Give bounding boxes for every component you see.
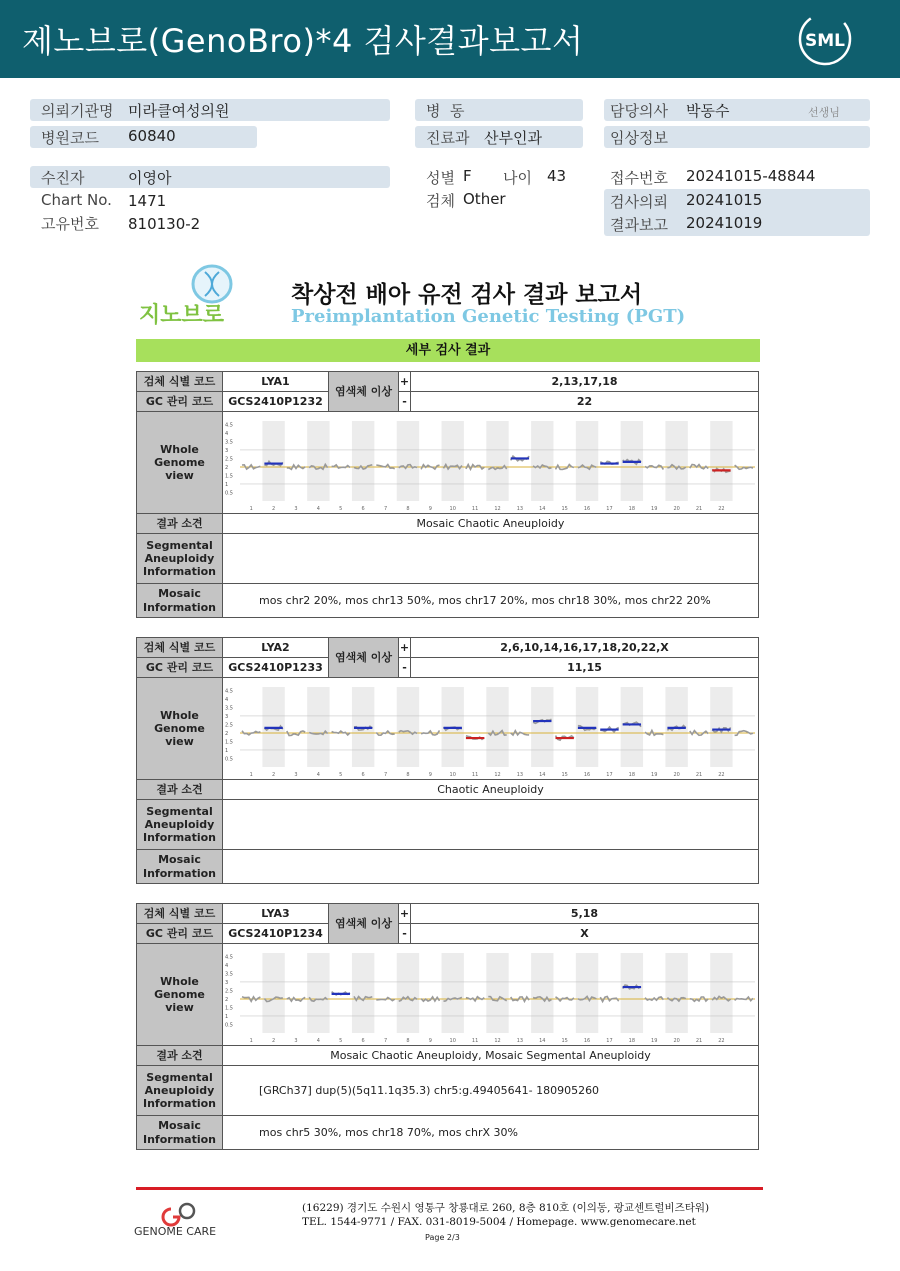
sample-id-value: LYA1 xyxy=(223,372,329,392)
whole-genome-cell xyxy=(223,412,759,514)
x-tick-label: 12 xyxy=(494,1037,501,1044)
y-tick-label: 0.5 xyxy=(225,1021,233,1028)
whole-genome-cell xyxy=(223,678,759,780)
x-tick-label: 5 xyxy=(339,505,343,512)
x-tick-label: 9 xyxy=(428,505,432,512)
y-tick-label: 1.5 xyxy=(225,738,233,745)
copy-number-trace-chrX xyxy=(735,465,753,469)
x-tick-label: 22 xyxy=(718,505,725,512)
y-tick-label: 4.5 xyxy=(225,421,233,428)
x-tick-label: 4 xyxy=(316,505,320,512)
institution-value: 미라클여성의원 xyxy=(128,102,230,120)
mosaic-value: mos chr2 20%, mos chr13 50%, mos chr17 20%, mos chr18 30%, mos chr22 20% xyxy=(223,584,759,618)
whole-genome-label: Whole Genome view xyxy=(137,678,223,780)
y-tick-label: 1 xyxy=(225,1013,229,1020)
gc-code-label: GC 관리 코드 xyxy=(137,658,223,678)
chart-no-value: 1471 xyxy=(128,192,167,210)
x-tick-label: 20 xyxy=(673,505,680,512)
x-tick-label: 11 xyxy=(471,771,479,778)
doctor-value: 박동수 xyxy=(686,102,730,120)
sample-id-value: LYA3 xyxy=(223,904,329,924)
gain-sign: + xyxy=(399,638,411,658)
copy-number-trace-chrX xyxy=(735,997,753,1001)
x-tick-label: 8 xyxy=(406,505,410,512)
chromosome-band xyxy=(486,953,508,1033)
hospital-code-value: 60840 xyxy=(128,127,176,145)
report-main-title: 착상전 배아 유전 검사 결과 보고서 xyxy=(291,282,643,308)
x-tick-label: 9 xyxy=(428,771,432,778)
y-tick-label: 3 xyxy=(225,713,229,720)
x-tick-label: 19 xyxy=(651,771,658,778)
x-tick-label: 21 xyxy=(695,771,703,778)
x-tick-label: 4 xyxy=(316,1037,320,1044)
chart-no-label: Chart No. xyxy=(41,191,112,209)
gain-sign: + xyxy=(399,372,411,392)
institution-label: 의뢰기관명 xyxy=(41,102,114,120)
findings-value: Chaotic Aneuploidy xyxy=(223,780,759,800)
footer-address-block xyxy=(302,1201,709,1229)
chromosome-band xyxy=(531,953,553,1033)
x-tick-label: 2 xyxy=(271,771,276,778)
y-tick-label: 3 xyxy=(225,979,229,986)
genome-care-logo-icon xyxy=(133,1197,228,1239)
unique-no-label: 고유번호 xyxy=(41,215,99,233)
department-label: 진료과 xyxy=(426,129,470,147)
x-tick-label: 13 xyxy=(516,771,524,778)
x-tick-label: 7 xyxy=(383,771,388,778)
x-tick-label: 5 xyxy=(339,1037,343,1044)
chromosome-band xyxy=(262,953,284,1033)
x-tick-label: 3 xyxy=(294,505,298,512)
genobro-logo-icon xyxy=(137,262,247,330)
x-tick-label: 12 xyxy=(494,771,501,778)
x-tick-label: 14 xyxy=(539,505,546,512)
chromosome-band xyxy=(621,953,643,1033)
findings-label: 결과 소견 xyxy=(137,514,223,534)
report-title: 제노브로(GenoBro)*4 검사결과보고서 xyxy=(22,22,584,60)
x-tick-label: 7 xyxy=(383,505,388,512)
gc-code-label: GC 관리 코드 xyxy=(137,392,223,412)
sml-logo-icon xyxy=(796,10,854,68)
x-tick-label: 14 xyxy=(539,771,546,778)
y-tick-label: 2 xyxy=(225,996,229,1003)
sample-id-label: 검체 식별 코드 xyxy=(137,904,223,924)
x-tick-label: 10 xyxy=(449,1037,456,1044)
y-tick-label: 2.5 xyxy=(225,987,233,994)
chromosome-band xyxy=(397,421,419,501)
x-tick-label: 21 xyxy=(695,505,703,512)
x-tick-label: 7 xyxy=(383,1037,388,1044)
x-tick-label: 6 xyxy=(361,1037,365,1044)
whole-genome-plot xyxy=(223,413,759,513)
report-subtitle: Preimplantation Genetic Testing (PGT) xyxy=(291,306,686,327)
x-tick-label: 12 xyxy=(494,505,501,512)
chromosome-band xyxy=(307,421,329,501)
sample-result-table xyxy=(136,371,759,618)
sample-id-label: 검체 식별 코드 xyxy=(137,372,223,392)
footer-contact: TEL. 1544-9771 / FAX. 031-8019-5004 / Homepage. www.genomecare.net xyxy=(302,1216,696,1228)
loss-sign: - xyxy=(399,924,411,944)
segmental-value xyxy=(223,534,759,584)
y-tick-label: 1 xyxy=(225,747,229,754)
chromosome-band xyxy=(442,421,464,501)
chromosome-band xyxy=(352,953,374,1033)
segmental-label: Segmental Aneuploidy Information xyxy=(137,1066,223,1116)
chrom-abnormality-label: 염색체 이상 xyxy=(329,372,399,412)
result-report-value: 20241019 xyxy=(686,214,763,232)
gain-chromosomes: 5,18 xyxy=(411,904,759,924)
x-tick-label: 22 xyxy=(718,771,725,778)
chromosome-band xyxy=(531,421,553,501)
y-tick-label: 0.5 xyxy=(225,755,233,762)
chromosome-band xyxy=(352,421,374,501)
x-tick-label: 3 xyxy=(294,771,298,778)
x-tick-label: 20 xyxy=(673,1037,680,1044)
chromosome-band xyxy=(442,953,464,1033)
y-tick-label: 1.5 xyxy=(225,472,233,479)
test-request-value: 20241015 xyxy=(686,191,763,209)
sex-value: F xyxy=(463,167,472,185)
loss-chromosomes: 22 xyxy=(411,392,759,412)
sample-result-table xyxy=(136,903,759,1150)
test-request-label: 검사의뢰 xyxy=(610,193,668,211)
x-tick-label: 19 xyxy=(651,1037,658,1044)
copy-number-trace-chr11 xyxy=(466,464,484,469)
doctor-label: 담당의사 xyxy=(610,102,668,120)
x-tick-label: 16 xyxy=(583,771,591,778)
copy-number-trace-chr3 xyxy=(287,997,305,1001)
sample-result-table xyxy=(136,637,759,884)
x-tick-label: 22 xyxy=(718,1037,725,1044)
chromosome-band xyxy=(486,421,508,501)
y-tick-label: 3.5 xyxy=(225,704,233,711)
y-tick-label: 3.5 xyxy=(225,970,233,977)
age-label: 나이 xyxy=(503,169,532,187)
footer-divider xyxy=(136,1187,763,1190)
y-tick-label: 3.5 xyxy=(225,438,233,445)
y-tick-label: 3 xyxy=(225,447,229,454)
x-tick-label: 13 xyxy=(516,1037,524,1044)
x-tick-label: 17 xyxy=(606,1037,613,1044)
x-tick-label: 1 xyxy=(249,1037,253,1044)
unique-no-value: 810130-2 xyxy=(128,215,201,233)
chromosome-band xyxy=(710,953,732,1033)
whole-genome-cell xyxy=(223,944,759,1046)
specimen-value: Other xyxy=(463,190,506,208)
x-tick-label: 6 xyxy=(361,771,365,778)
y-tick-label: 2.5 xyxy=(225,455,233,462)
x-tick-label: 8 xyxy=(406,1037,410,1044)
chromosome-band xyxy=(665,421,687,501)
gc-code-value: GCS2410P1234 xyxy=(223,924,329,944)
x-tick-label: 10 xyxy=(449,771,456,778)
x-tick-label: 21 xyxy=(695,1037,703,1044)
y-tick-label: 4.5 xyxy=(225,953,233,960)
x-tick-label: 16 xyxy=(583,505,591,512)
y-tick-label: 1.5 xyxy=(225,1004,233,1011)
gc-code-value: GCS2410P1232 xyxy=(223,392,329,412)
y-tick-label: 0.5 xyxy=(225,489,233,496)
mosaic-label: Mosaic Information xyxy=(137,584,223,618)
ward-label: 병 동 xyxy=(426,102,465,120)
chromosome-band xyxy=(262,421,284,501)
y-tick-label: 4 xyxy=(225,696,229,703)
chromosome-band xyxy=(486,687,508,767)
y-tick-label: 4 xyxy=(225,430,229,437)
chromosome-band xyxy=(307,687,329,767)
x-tick-label: 2 xyxy=(271,1037,276,1044)
x-tick-label: 15 xyxy=(561,1037,568,1044)
y-tick-label: 2 xyxy=(225,730,229,737)
x-tick-label: 8 xyxy=(406,771,410,778)
specimen-label: 검체 xyxy=(426,192,455,210)
examinee-value: 이영아 xyxy=(128,169,172,187)
whole-genome-label: Whole Genome view xyxy=(137,944,223,1046)
sml-logo-text: SML xyxy=(805,31,845,51)
gc-code-value: GCS2410P1233 xyxy=(223,658,329,678)
genome-care-logo-text: GENOME CARE xyxy=(134,1225,217,1238)
loss-sign: - xyxy=(399,392,411,412)
x-tick-label: 16 xyxy=(583,1037,591,1044)
x-tick-label: 18 xyxy=(628,1037,636,1044)
findings-label: 결과 소견 xyxy=(137,780,223,800)
result-report-label: 결과보고 xyxy=(610,216,668,234)
x-tick-label: 2 xyxy=(271,505,276,512)
chrom-abnormality-label: 염색체 이상 xyxy=(329,638,399,678)
y-tick-label: 4.5 xyxy=(225,687,233,694)
mosaic-value: mos chr5 30%, mos chr18 70%, mos chrX 30% xyxy=(223,1116,759,1150)
x-tick-label: 1 xyxy=(249,771,253,778)
receipt-no-value: 20241015-48844 xyxy=(686,167,816,185)
findings-value: Mosaic Chaotic Aneuploidy xyxy=(223,514,759,534)
chromosome-band xyxy=(710,687,732,767)
genobro-logo-text: 지노브로 xyxy=(139,303,225,328)
age-value: 43 xyxy=(547,167,567,185)
x-tick-label: 4 xyxy=(316,771,320,778)
x-tick-label: 1 xyxy=(249,505,253,512)
x-tick-label: 5 xyxy=(339,771,343,778)
gain-chromosomes: 2,6,10,14,16,17,18,20,22,X xyxy=(411,638,759,658)
hospital-code-label: 병원코드 xyxy=(41,129,99,147)
x-tick-label: 14 xyxy=(539,1037,546,1044)
chromosome-band xyxy=(307,953,329,1033)
whole-genome-plot xyxy=(223,945,759,1045)
segmental-value: [GRCh37] dup(5)(5q11.1q35.3) chr5:g.49405641- 180905260 xyxy=(223,1066,759,1116)
sex-label: 성별 xyxy=(426,169,455,187)
findings-value: Mosaic Chaotic Aneuploidy, Mosaic Segmental Aneuploidy xyxy=(223,1046,759,1066)
chromosome-band xyxy=(576,421,598,501)
findings-label: 결과 소견 xyxy=(137,1046,223,1066)
x-tick-label: 17 xyxy=(606,505,613,512)
y-tick-label: 1 xyxy=(225,481,229,488)
y-tick-label: 2.5 xyxy=(225,721,233,728)
copy-number-trace-chr1 xyxy=(242,730,260,734)
x-tick-label: 9 xyxy=(428,1037,432,1044)
examinee-label: 수진자 xyxy=(41,169,85,187)
whole-genome-plot xyxy=(223,679,759,779)
mosaic-value xyxy=(223,850,759,884)
y-tick-label: 4 xyxy=(225,962,229,969)
chromosome-band xyxy=(576,953,598,1033)
chrom-abnormality-label: 염색체 이상 xyxy=(329,904,399,944)
segmental-value xyxy=(223,800,759,850)
detail-section-bar: 세부 검사 결과 xyxy=(136,339,760,362)
y-tick-label: 2 xyxy=(225,464,229,471)
footer-address: (16229) 경기도 수원시 영통구 창룡대로 260, 8층 810호 (이의동, 광교센트럴비즈타워) xyxy=(302,1202,710,1214)
sample-id-value: LYA2 xyxy=(223,638,329,658)
gain-chromosomes: 2,13,17,18 xyxy=(411,372,759,392)
x-tick-label: 18 xyxy=(628,505,636,512)
receipt-no-label: 접수번호 xyxy=(610,169,668,187)
segmental-label: Segmental Aneuploidy Information xyxy=(137,800,223,850)
x-tick-label: 6 xyxy=(361,505,365,512)
x-tick-label: 3 xyxy=(294,1037,298,1044)
x-tick-label: 10 xyxy=(449,505,456,512)
chromosome-band xyxy=(621,687,643,767)
x-tick-label: 18 xyxy=(628,771,636,778)
department-value: 산부인과 xyxy=(484,129,542,147)
chromosome-band xyxy=(665,953,687,1033)
chromosome-band xyxy=(531,687,553,767)
doctor-suffix: 선생님 xyxy=(808,106,840,119)
page-number: Page 2/3 xyxy=(425,1233,460,1242)
x-tick-label: 11 xyxy=(471,505,479,512)
report-header xyxy=(0,0,900,78)
sample-id-label: 검체 식별 코드 xyxy=(137,638,223,658)
chromosome-band xyxy=(397,953,419,1033)
x-tick-label: 11 xyxy=(471,1037,479,1044)
chromosome-band xyxy=(710,421,732,501)
x-tick-label: 15 xyxy=(561,505,568,512)
clinical-info-label: 임상정보 xyxy=(610,129,668,147)
whole-genome-label: Whole Genome view xyxy=(137,412,223,514)
x-tick-label: 15 xyxy=(561,771,568,778)
x-tick-label: 17 xyxy=(606,771,613,778)
loss-chromosomes: X xyxy=(411,924,759,944)
x-tick-label: 20 xyxy=(673,771,680,778)
mosaic-label: Mosaic Information xyxy=(137,1116,223,1150)
segmental-label: Segmental Aneuploidy Information xyxy=(137,534,223,584)
gain-sign: + xyxy=(399,904,411,924)
mosaic-label: Mosaic Information xyxy=(137,850,223,884)
gc-code-label: GC 관리 코드 xyxy=(137,924,223,944)
loss-sign: - xyxy=(399,658,411,678)
x-tick-label: 19 xyxy=(651,505,658,512)
chromosome-band xyxy=(397,687,419,767)
x-tick-label: 13 xyxy=(516,505,524,512)
loss-chromosomes: 11,15 xyxy=(411,658,759,678)
